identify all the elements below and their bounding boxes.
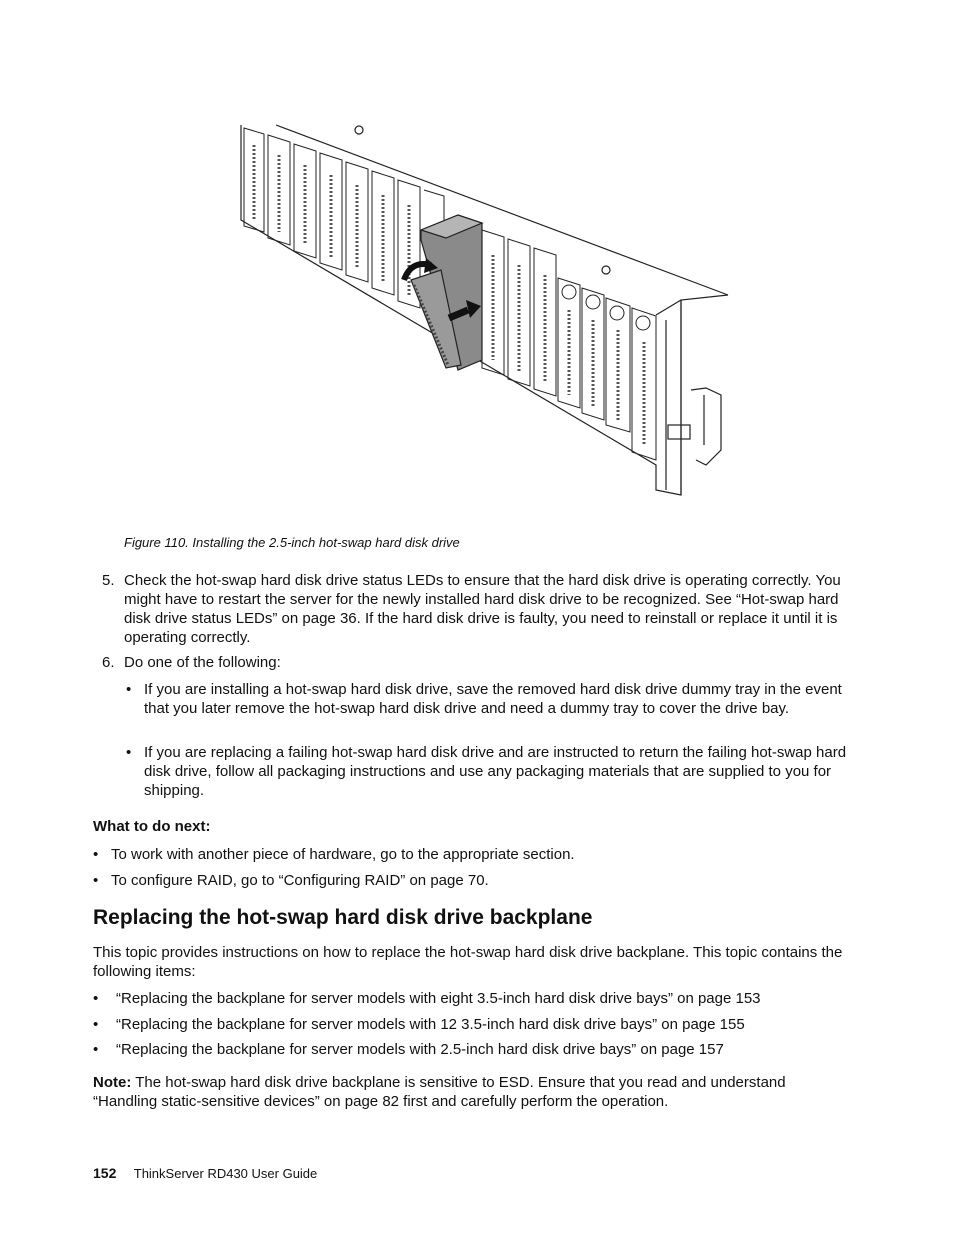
- list-item-text: “Replacing the backplane for server models with eight 3.5-inch hard disk drive bays” on page 153: [116, 990, 761, 1007]
- list-item: [93, 871, 853, 890]
- list-item: [93, 1015, 853, 1034]
- section-title: Replacing the hot-swap hard disk drive backplane: [93, 906, 593, 929]
- list-item-text: “Replacing the backplane for server models with 2.5-inch hard disk drive bays” on page 157: [116, 1041, 724, 1058]
- list-item-text: If you are replacing a failing hot-swap hard disk drive and are instructed to return the failing hot-swap hard disk drive, follow all packaging instructions and use any packaging materials that are supplied to you for shipping.: [144, 744, 847, 799]
- page-number: 152: [93, 1165, 117, 1181]
- bullet-dot: •: [93, 872, 99, 889]
- list-item-text: To work with another piece of hardware, go to the appropriate section.: [111, 846, 575, 863]
- server-drive-bay-illustration: [236, 120, 732, 500]
- bullet-dot: •: [93, 1016, 99, 1033]
- step-text: Do one of the following:: [124, 654, 281, 671]
- document-title: ThinkServer RD430 User Guide: [133, 1166, 318, 1181]
- bullet-dot: •: [126, 744, 132, 761]
- figure-caption: Figure 110. Installing the 2.5-inch hot-swap hard disk drive: [124, 535, 460, 550]
- hard-disk-drive-figure: [236, 120, 732, 500]
- list-item: [93, 1040, 853, 1059]
- note-label: Note:: [93, 1074, 132, 1091]
- note-paragraph: [93, 1073, 853, 1111]
- step-5: [102, 571, 852, 647]
- list-item: [93, 845, 853, 864]
- list-item: [93, 989, 853, 1008]
- section-intro: This topic provides instructions on how to replace the hot-swap hard disk drive backplane. This topic contains the following items:: [93, 944, 843, 980]
- bullet-dot: •: [93, 990, 99, 1007]
- list-item: [126, 680, 848, 718]
- bullet-dot: •: [93, 846, 99, 863]
- step-text: Check the hot-swap hard disk drive status LEDs to ensure that the hard disk drive is operating correctly. You might have to restart the server for the newly installed hard disk drive to be recognized. See “Hot-swap hard disk drive status LEDs” on page 36. If the hard disk drive is faulty, you need to reinstall or replace it until it is operating correctly.: [124, 572, 841, 646]
- step-number: 6.: [102, 654, 115, 671]
- bullet-dot: •: [126, 681, 132, 698]
- step-6: [102, 653, 852, 672]
- list-item-text: To configure RAID, go to “Configuring RAID” on page 70.: [111, 872, 489, 889]
- list-item-text: “Replacing the backplane for server models with 12 3.5-inch hard disk drive bays” on page 155: [116, 1016, 745, 1033]
- list-item: [126, 743, 848, 800]
- note-text: The hot-swap hard disk drive backplane is sensitive to ESD. Ensure that you read and understand “Handling static-sensitive devices” on page 82 first and carefully perform the operation.: [93, 1074, 786, 1110]
- bullet-dot: •: [93, 1041, 99, 1058]
- step-number: 5.: [102, 572, 115, 589]
- what-to-do-next-heading: What to do next:: [93, 818, 211, 835]
- page-footer: [93, 1165, 317, 1181]
- list-item-text: If you are installing a hot-swap hard disk drive, save the removed hard disk drive dummy tray in the event that you later remove the hot-swap hard disk drive and need a dummy tray to cover the drive bay.: [144, 681, 842, 717]
